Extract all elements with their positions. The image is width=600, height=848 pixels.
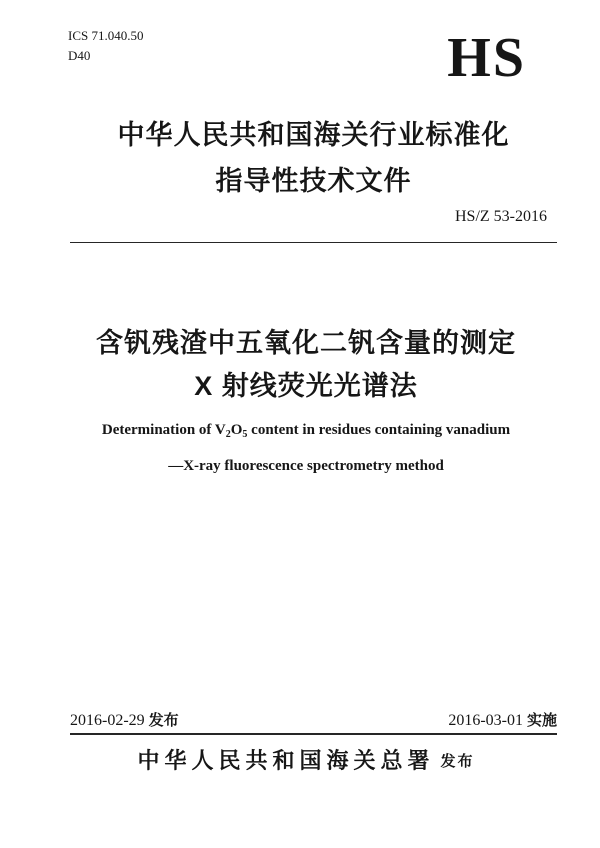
implement-date: 2016-03-01: [448, 712, 523, 729]
document-title-cn: [56, 322, 556, 408]
title-en-subscript-5: 5: [242, 429, 248, 440]
ics-code: ICS 71.040.50: [68, 28, 144, 43]
document-title-en: [56, 420, 556, 440]
publisher-row: [56, 746, 556, 776]
title-cn-line1: 含钒残渣中五氧化二钒含量的测定: [96, 328, 516, 358]
issue-date-label: 发布: [148, 712, 179, 729]
date-row: [70, 710, 557, 732]
standard-type-heading: [70, 112, 557, 204]
header-divider-line: [70, 242, 557, 243]
document-subtitle-en: —X-ray fluorescence spectrometry method: [168, 458, 444, 474]
title-cn-line2: X 射线荧光光谱法: [194, 371, 418, 401]
implement-date-block: [448, 710, 557, 732]
footer-divider-line: [70, 733, 557, 735]
publisher-label: 发布: [440, 753, 475, 770]
title-en-part2: O: [230, 422, 243, 438]
title-en-part3: content in residues containing vanadium: [247, 422, 511, 438]
standard-type-line2: 指导性技术文件: [215, 166, 412, 196]
ics-block: [68, 26, 143, 66]
standard-type-line1: 中华人民共和国海关行业标准化: [117, 120, 510, 150]
implement-date-label: 实施: [526, 712, 557, 729]
title-en-part1: Determination of V: [101, 422, 226, 438]
issue-date: 2016-02-29: [70, 712, 145, 729]
hs-logo: HS: [447, 27, 526, 89]
standard-number: HS/Z 53-2016: [455, 208, 547, 225]
issue-date-block: [70, 710, 179, 732]
title-en-subscript-2: 2: [225, 429, 231, 440]
publisher-name: 中华人民共和国海关总署: [137, 748, 435, 773]
classification-code: D40: [68, 48, 91, 63]
